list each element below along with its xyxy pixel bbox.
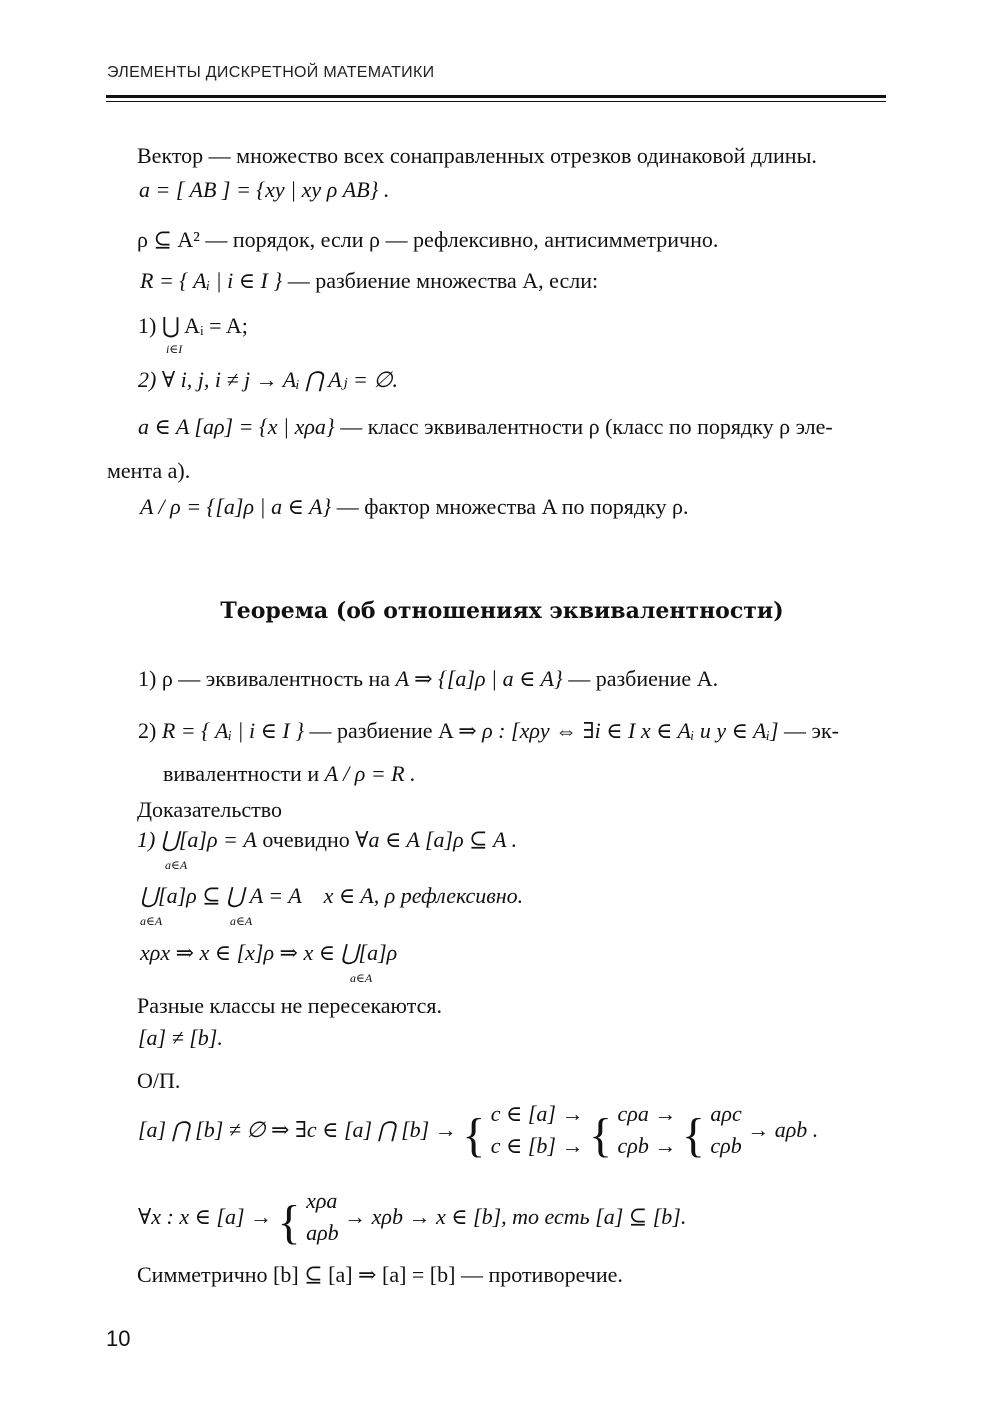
partition-condition-2: 2) ∀ i, j, i ≠ j → Aᵢ ⋂ Aⱼ = ∅. <box>138 367 399 392</box>
contradiction-cases <box>491 1098 584 1162</box>
contradiction-chain <box>138 1098 818 1162</box>
contradiction-right-bottom: cρb <box>710 1133 742 1158</box>
order-definition: ρ ⊆ A² — порядок, если ρ — рефлексивно, антисимметрично. <box>137 227 719 252</box>
partition-condition-1: 1) ⋃ Aᵢ = A; <box>138 313 248 338</box>
theorem-item-2-number: 2) <box>138 718 157 743</box>
theorem-item-1 <box>138 666 718 692</box>
theorem-item-1-formula: A ⇒ {[a]ρ | a ∈ A} <box>395 666 563 691</box>
vector-definition: Вектор — множество всех сонаправленных отрезков одинаковой длины. <box>137 143 817 168</box>
contradiction-case-bottom: c ∈ [b] → <box>490 1133 584 1158</box>
contradiction-right-top: aρc <box>710 1101 742 1126</box>
contradiction-case-top: c ∈ [a] → <box>490 1101 584 1126</box>
page-number: 10 <box>106 1326 131 1351</box>
theorem-item-2-cont-formula: A / ρ = R . <box>324 761 416 786</box>
contradiction-middle-bottom: cρb → <box>617 1133 677 1158</box>
theorem-item-2-cont-text: вивалентности и <box>163 761 320 786</box>
contradiction-middle <box>618 1098 677 1162</box>
factor-set-formula: A / ρ = {[a]ρ | a ∈ A} <box>140 494 332 519</box>
contradiction-left: [a] ⋂ [b] ≠ ∅ ⇒ ∃c ∈ [a] ⋂ [b] → <box>138 1117 457 1142</box>
theorem-item-1-suffix: — разбиение A. <box>568 666 719 691</box>
theorem-item-2-relation: ⇒ ρ : [xρy ⇔ ∃i ∈ I x ∈ Aᵢ и y ∈ Aᵢ] <box>458 718 779 743</box>
factor-set-text: — фактор множества A по порядку ρ. <box>336 494 689 519</box>
running-header: ЭЛЕМЕНТЫ ДИСКРЕТНОЙ МАТЕМАТИКИ <box>107 64 435 81</box>
header-rule-thin <box>106 101 886 102</box>
proof-step-2-text: x ∈ A, ρ рефлексивно. <box>323 883 524 908</box>
partition-1-union-index: i∈I <box>166 342 183 356</box>
forall-case-bottom: aρb <box>306 1220 339 1245</box>
vector-formula: a = [ AB ] = {xy | xy ρ AB} . <box>139 177 390 202</box>
forall-case-top: xρa <box>306 1188 338 1213</box>
proof-step-2-formula: ⋃[a]ρ ⊆ ⋃ A = A <box>140 883 302 908</box>
theorem-item-2-continuation <box>163 761 416 787</box>
theorem-title: Теорема (об отношениях эквивалентности) <box>220 598 784 624</box>
contradiction-end: → aρb . <box>747 1117 819 1142</box>
equivalence-class-text: — класс эквивалентности ρ (класс по порядку ρ эле- <box>340 414 833 439</box>
proof-step-1-formula-2: ∀a ∈ A [a]ρ ⊆ A . <box>355 827 518 852</box>
classes-not-equal: [a] ≠ [b]. <box>138 1025 223 1050</box>
equivalence-class-continuation: мента a). <box>107 458 191 483</box>
forall-right: → xρb → x ∈ [b], то есть [a] ⊆ [b]. <box>344 1204 687 1229</box>
theorem-item-2 <box>138 718 839 744</box>
partition-text: — разбиение множества A, если: <box>287 268 599 293</box>
contradiction-middle-top: cρa → <box>617 1101 677 1126</box>
proof-step-2-union-index-2: a∈A <box>230 914 253 928</box>
left-brace-3: { <box>681 1109 705 1163</box>
proof-step-3-union-index: a∈A <box>350 971 373 985</box>
proof-step-1-formula: 1) ⋃[a]ρ = A <box>137 827 257 852</box>
proof-step-1 <box>137 827 517 853</box>
proof-step-2 <box>140 883 523 909</box>
contradiction-right <box>710 1098 741 1162</box>
header-rule-thick <box>106 95 886 98</box>
forall-left: ∀x : x ∈ [a] → <box>138 1204 273 1229</box>
partition-definition <box>140 268 598 294</box>
disjoint-classes-statement: Разные классы не пересекаются. <box>137 993 442 1018</box>
left-brace-4: { <box>277 1196 301 1250</box>
proof-step-1-union-index: a∈A <box>165 858 188 872</box>
equivalence-class-formula: a ∈ A [aρ] = {x | xρa} <box>138 414 335 439</box>
theorem-item-1-prefix: 1) ρ — эквивалентность на <box>138 666 391 691</box>
proof-step-3: xρx ⇒ x ∈ [x]ρ ⇒ x ∈ ⋃[a]ρ <box>140 940 398 965</box>
left-brace-1: { <box>462 1109 486 1163</box>
proof-step-1-text: очевидно <box>262 827 350 852</box>
partition-formula: R = { Aᵢ | i ∈ I } <box>140 268 283 293</box>
theorem-item-2-formula: R = { Aᵢ | i ∈ I } <box>161 718 305 743</box>
theorem-item-2-end: — эк- <box>784 718 839 743</box>
left-brace-2: { <box>588 1109 613 1163</box>
proof-heading: Доказательство <box>137 797 283 822</box>
symmetric-conclusion: Симметрично [b] ⊆ [a] ⇒ [a] = [b] — противоречие. <box>137 1262 623 1287</box>
equivalence-class-line <box>138 414 833 440</box>
theorem-item-2-text: — разбиение A <box>309 718 453 743</box>
assume-contrary: О/П. <box>137 1068 181 1093</box>
forall-cases <box>306 1185 339 1249</box>
factor-set-line <box>140 494 688 520</box>
proof-step-2-union-index-1: a∈A <box>140 914 163 928</box>
forall-chain <box>138 1185 686 1249</box>
